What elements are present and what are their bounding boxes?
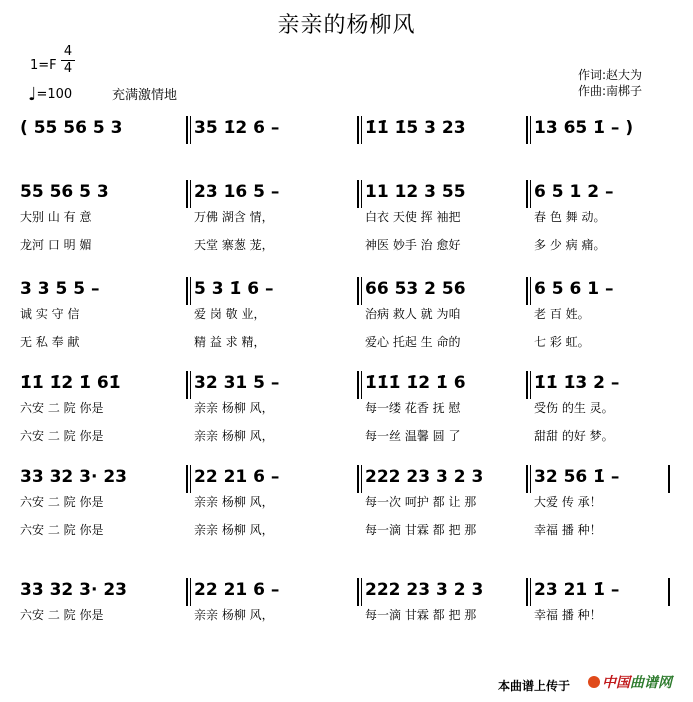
barline bbox=[357, 465, 359, 493]
barline bbox=[361, 465, 362, 493]
barline bbox=[530, 116, 531, 144]
measure-notes: 32 56 1̇ – bbox=[534, 467, 620, 487]
lyric-line: 大爱 传 承！ bbox=[534, 495, 602, 509]
lyric-line: 爱 岗 敬 业， bbox=[194, 307, 266, 321]
barline bbox=[361, 578, 362, 606]
measure-notes: 1̇1̇ 1̇2 1̇ 61̇ bbox=[20, 373, 121, 393]
lyric-line: 亲亲 杨柳 风， bbox=[194, 608, 274, 622]
lyric-line: 无 私 奉 献 bbox=[20, 335, 80, 349]
lyric-line: 精 益 求 精， bbox=[194, 335, 266, 349]
measure-notes: 5 3 1̇ 6 – bbox=[194, 279, 274, 299]
lyric-line: 老 百 姓。 bbox=[534, 307, 590, 321]
measure-notes: ( 55 56 5 3 bbox=[20, 118, 123, 138]
lyric-line: 爱心 托起 生 命的 bbox=[365, 335, 461, 349]
lyric-line: 大别 山 有 意 bbox=[20, 210, 92, 224]
lyricist-credit: 作词:赵大为 bbox=[578, 68, 643, 82]
measure-notes: 1̇1̇1̇ 1̇2 1̇ 6 bbox=[365, 373, 466, 393]
site-logo bbox=[588, 672, 672, 692]
lyric-line: 亲亲 杨柳 风， bbox=[194, 429, 274, 443]
measure-notes: 22 21 6 – bbox=[194, 580, 280, 600]
lyric-line: 多 少 病 痛。 bbox=[534, 238, 606, 252]
measure-notes: 1̇1̇ 1̇5 3 23 bbox=[365, 118, 466, 138]
measure-notes: 6 5 6 1 – bbox=[534, 279, 614, 299]
barline bbox=[357, 277, 359, 305]
time-signature-top: 4 bbox=[63, 44, 73, 59]
barline bbox=[361, 371, 362, 399]
lyric-line: 六安 二 院 你是 bbox=[20, 523, 104, 537]
lyric-line: 白衣 天使 挥 袖把 bbox=[365, 210, 461, 224]
lyric-line: 六安 二 院 你是 bbox=[20, 429, 104, 443]
barline bbox=[526, 180, 528, 208]
barline bbox=[190, 465, 191, 493]
lyric-line: 每一缕 花香 抚 慰 bbox=[365, 401, 461, 415]
quarter-note-icon: ♩ bbox=[28, 84, 37, 105]
measure-notes: 23 16 5 – bbox=[194, 182, 280, 202]
barline bbox=[357, 180, 359, 208]
end-barline bbox=[668, 578, 670, 606]
logo-text-1: 中国 bbox=[602, 675, 630, 691]
measure-notes: 32 31 5 – bbox=[194, 373, 280, 393]
measure-notes: 33 32 3· 23 bbox=[20, 467, 128, 487]
barline bbox=[526, 116, 528, 144]
barline bbox=[186, 277, 188, 305]
barline bbox=[530, 371, 531, 399]
lyric-line: 每一滴 甘霖 都 把 那 bbox=[365, 523, 477, 537]
tempo-value: =100 bbox=[36, 87, 73, 102]
lyric-line: 治病 救人 就 为咱 bbox=[365, 307, 461, 321]
lyric-line: 亲亲 杨柳 风， bbox=[194, 401, 274, 415]
barline bbox=[526, 465, 528, 493]
barline bbox=[361, 116, 362, 144]
lyric-line: 万佛 湖含 情， bbox=[194, 210, 274, 224]
key-signature: 1=F bbox=[30, 58, 57, 73]
barline bbox=[530, 277, 531, 305]
lyric-line: 每一滴 甘霖 都 把 那 bbox=[365, 608, 477, 622]
barline bbox=[190, 578, 191, 606]
barline bbox=[190, 277, 191, 305]
lyric-line: 六安 二 院 你是 bbox=[20, 401, 104, 415]
time-signature-bottom: 4 bbox=[63, 61, 73, 76]
lyric-line: 神医 妙手 治 愈好 bbox=[365, 238, 461, 252]
measure-notes: 222 23 3 2 3 bbox=[365, 467, 484, 487]
barline bbox=[361, 180, 362, 208]
lyric-line: 六安 二 院 你是 bbox=[20, 608, 104, 622]
measure-notes: 13 65 1̇ – ) bbox=[534, 118, 634, 138]
lyric-line: 春 色 舞 动。 bbox=[534, 210, 606, 224]
measure-notes: 66 53 2 56 bbox=[365, 279, 466, 299]
barline bbox=[526, 277, 528, 305]
barline bbox=[186, 578, 188, 606]
lyric-line: 六安 二 院 你是 bbox=[20, 495, 104, 509]
lyric-line: 亲亲 杨柳 风， bbox=[194, 523, 274, 537]
measure-notes: 33 32 3· 23 bbox=[20, 580, 128, 600]
composer-credit: 作曲:南梆子 bbox=[578, 84, 643, 98]
time-signature bbox=[60, 44, 76, 77]
measure-notes: 6 5 1 2 – bbox=[534, 182, 614, 202]
lyric-line: 天堂 寨葱 茏， bbox=[194, 238, 274, 252]
barline bbox=[526, 371, 528, 399]
barline bbox=[357, 371, 359, 399]
barline bbox=[361, 277, 362, 305]
barline bbox=[526, 578, 528, 606]
upload-note: 本曲谱上传于 bbox=[498, 679, 571, 693]
measure-notes: 23 21 1̇ – bbox=[534, 580, 620, 600]
logo-icon bbox=[588, 676, 600, 688]
end-barline bbox=[668, 465, 670, 493]
measure-notes: 55 56 5 3 bbox=[20, 182, 109, 202]
barline bbox=[357, 578, 359, 606]
barline bbox=[186, 180, 188, 208]
tempo-marking bbox=[28, 84, 72, 105]
barline bbox=[186, 465, 188, 493]
barline bbox=[190, 116, 191, 144]
barline bbox=[186, 116, 188, 144]
lyric-line: 幸福 播 种！ bbox=[534, 523, 602, 537]
lyric-line: 亲亲 杨柳 风， bbox=[194, 495, 274, 509]
barline bbox=[530, 180, 531, 208]
measure-notes: 222 23 3 2 3 bbox=[365, 580, 484, 600]
measure-notes: 35 1̇2 6 – bbox=[194, 118, 280, 138]
lyric-line: 每一丝 温馨 圆 了 bbox=[365, 429, 461, 443]
lyric-line: 甜甜 的好 梦。 bbox=[534, 429, 614, 443]
lyric-line: 诚 实 守 信 bbox=[20, 307, 80, 321]
barline bbox=[190, 180, 191, 208]
barline bbox=[530, 578, 531, 606]
lyric-line: 龙河 口 明 媚 bbox=[20, 238, 92, 252]
lyric-line: 受伤 的生 灵。 bbox=[534, 401, 614, 415]
lyric-line: 七 彩 虹。 bbox=[534, 335, 590, 349]
measure-notes: 11 12 3 55 bbox=[365, 182, 466, 202]
lyric-line: 每一次 呵护 都 让 那 bbox=[365, 495, 477, 509]
measure-notes: 22 21 6 – bbox=[194, 467, 280, 487]
page-title: 亲亲的杨柳风 bbox=[277, 13, 416, 38]
barline bbox=[530, 465, 531, 493]
logo-text-2: 曲谱网 bbox=[630, 675, 672, 691]
expression-marking: 充满激情地 bbox=[112, 88, 178, 103]
barline bbox=[357, 116, 359, 144]
barline bbox=[190, 371, 191, 399]
measure-notes: 1̇1̇ 1̇3 2 – bbox=[534, 373, 620, 393]
barline bbox=[186, 371, 188, 399]
measure-notes: 3 3 5 5 – bbox=[20, 279, 100, 299]
lyric-line: 幸福 播 种！ bbox=[534, 608, 602, 622]
